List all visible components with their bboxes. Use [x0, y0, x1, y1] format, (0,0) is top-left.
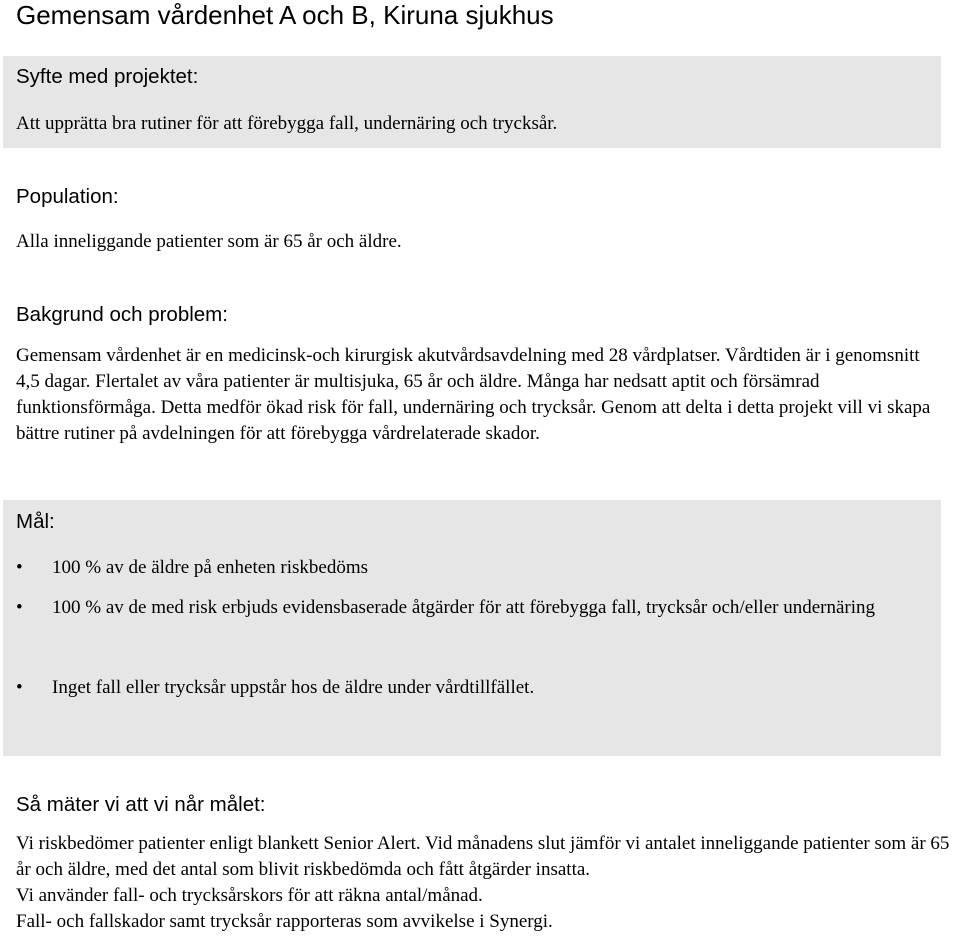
matning-line-3: Fall- och fallskador samt trycksår rapporteras som avvikelse i Synergi. [16, 911, 553, 932]
bullet-icon: • [16, 557, 23, 578]
bullet-icon: • [16, 597, 23, 618]
mal-list-item-2 [16, 595, 920, 621]
mal-section [3, 500, 941, 756]
mal-item-text: Inget fall eller trycksår uppstår hos de äldre under vårdtillfället. [52, 677, 535, 698]
population-text: Alla inneliggande patienter som är 65 år och äldre. [16, 231, 402, 252]
bakgrund-heading: Bakgrund och problem: [16, 303, 228, 326]
bakgrund-text: Gemensam vårdenhet är en medicinsk-och kirurgisk akutvårdsavdelning med 28 vårdplatser. Vårdtiden är i genomsnitt 4,5 dagar. Flertalet av våra patienter är multisjuka, 65 år och äldre. Många har nedsatt aptit och försämrad funktionsförmåga. Detta medför ökad risk för fall, undernäring och trycksår. Genom att delta i detta projekt vill vi skapa bättre rutiner på avdelningen för att förebygga vårdrelaterade skador. [16, 345, 931, 444]
mal-heading: Mål: [16, 510, 55, 533]
document-title: Gemensam vårdenhet A och B, Kiruna sjukhus [16, 0, 554, 30]
matning-line-2: Vi använder fall- och trycksårskors för att räkna antal/månad. [16, 885, 483, 906]
mal-item-text: 100 % av de med risk erbjuds evidensbaserade åtgärder för att förebygga fall, trycksår och/eller undernäring [52, 597, 876, 618]
mal-list-item-1 [16, 555, 920, 581]
matning-body [16, 831, 952, 935]
bullet-icon: • [16, 677, 23, 698]
matning-heading: Så mäter vi att vi når målet: [16, 793, 266, 816]
mal-list-item-3 [16, 675, 920, 701]
mal-item-text: 100 % av de äldre på enheten riskbedöms [52, 557, 369, 578]
syfte-heading: Syfte med projektet: [16, 65, 199, 88]
syfte-text: Att upprätta bra rutiner för att förebygga fall, undernäring och trycksår. [16, 113, 558, 134]
matning-line-1: Vi riskbedömer patienter enligt blankett Senior Alert. Vid månadens slut jämför vi antalet inneliggande patienter som är 65 år och äldre, med det antal som blivit riskbedömda och fått åtgärder insatta. [16, 833, 950, 880]
population-heading: Population: [16, 185, 119, 208]
